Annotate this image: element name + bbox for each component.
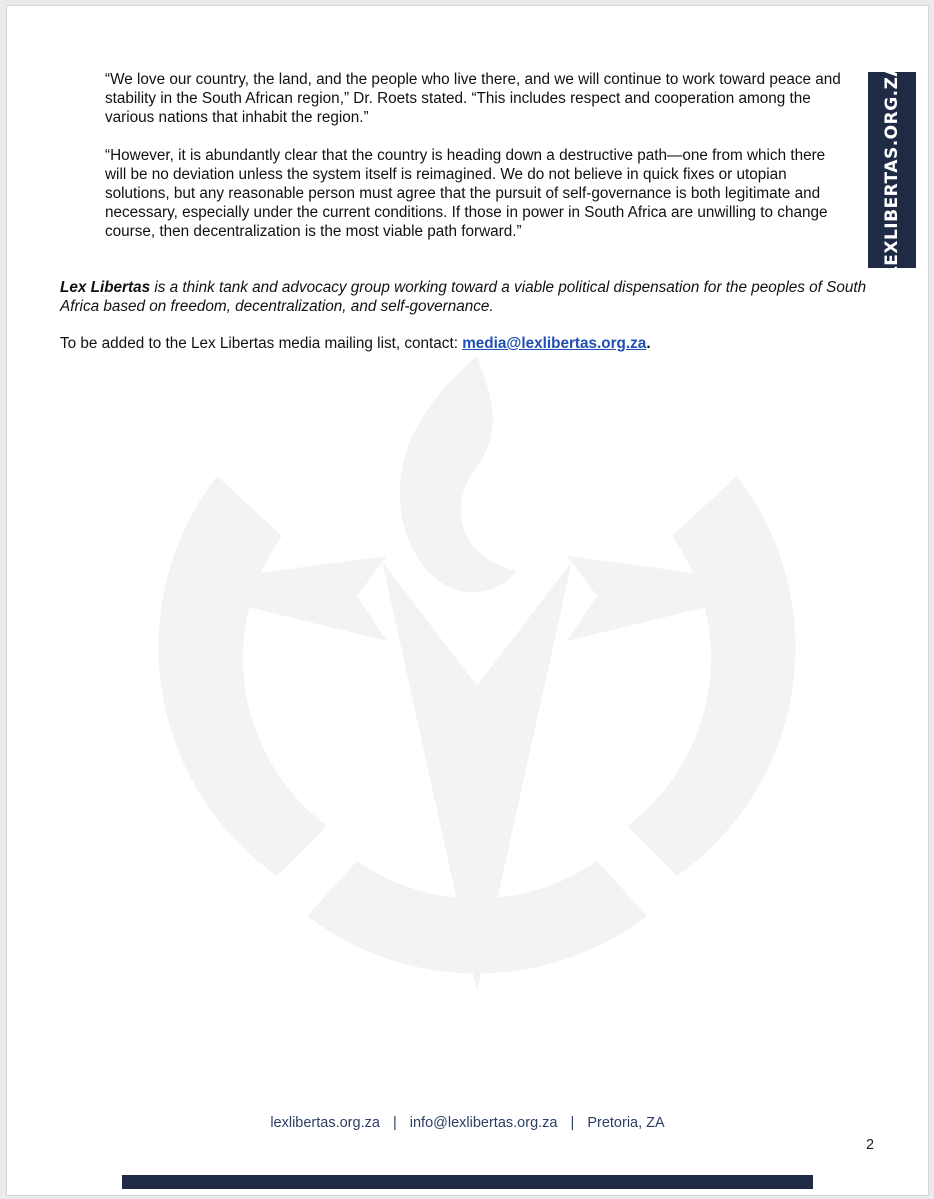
lex-libertas-logo-watermark: [157, 356, 797, 1016]
media-email-link[interactable]: media@lexlibertas.org.za: [462, 335, 647, 352]
footer-separator: |: [392, 1115, 397, 1131]
side-brand-tab: [868, 62, 916, 278]
about-text: is a think tank and advocacy group working toward a viable political dispensation for the peoples of South Africa based on freedom, decentralization, and self-governance.: [60, 279, 867, 315]
footer-website[interactable]: lexlibertas.org.za: [270, 1115, 380, 1131]
page-number: 2: [866, 1137, 875, 1153]
side-brand-text: LEXLIBERTAS.ORG.ZA: [882, 62, 902, 278]
footer-separator: |: [570, 1115, 575, 1131]
document-page: [6, 5, 929, 1196]
quote-paragraph-1: “We love our country, the land, and the people who live there, and we will continue to work toward peace and stability in the South African region,” Dr. Roets stated. “This includes respect and cooperation among the various nations that inhabit the region.”: [105, 71, 841, 126]
about-paragraph: [60, 278, 878, 316]
quote-paragraph-2: “However, it is abundantly clear that the country is heading down a destructive path—one from which there will be no deviation unless the system itself is reimagined. We do not believe in quick fixes or utopian solutions, but any reasonable person must agree that the pursuit of self-governance is both legitimate and necessary, especially under the current conditions. If those in power in South Africa are unwilling to change course, then decentralization is the most viable path forward.”: [105, 147, 828, 240]
footer-contact-line: [7, 1115, 928, 1131]
footer-bar: [122, 1175, 813, 1189]
footer-email[interactable]: info@lexlibertas.org.za: [409, 1115, 558, 1131]
mailing-list-paragraph: [60, 334, 878, 353]
mailing-suffix: .: [646, 335, 651, 352]
mailing-prefix: To be added to the Lex Libertas media mailing list, contact:: [60, 335, 463, 352]
footer-location: Pretoria, ZA: [587, 1115, 665, 1131]
org-name: Lex Libertas: [60, 279, 151, 296]
